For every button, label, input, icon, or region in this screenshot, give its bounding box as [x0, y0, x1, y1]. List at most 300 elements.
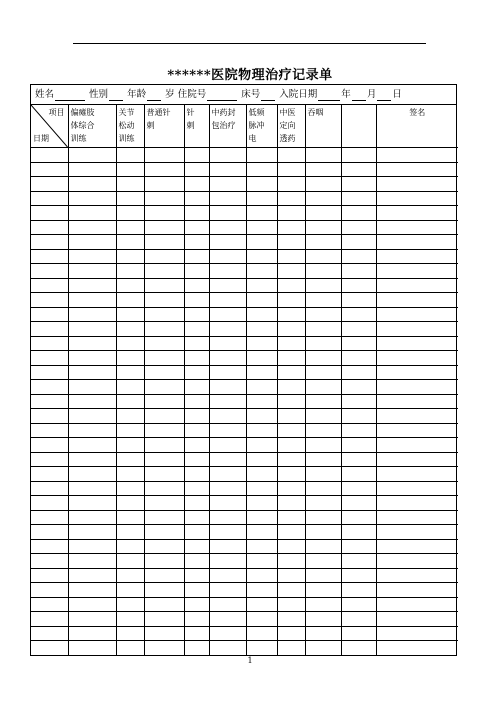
table-cell[interactable]	[31, 423, 68, 438]
table-cell[interactable]	[116, 322, 144, 337]
table-cell[interactable]	[305, 351, 341, 366]
table-cell[interactable]	[246, 278, 277, 293]
table-cell[interactable]	[184, 235, 209, 250]
table-cell[interactable]	[116, 626, 144, 641]
table-cell[interactable]	[144, 336, 184, 351]
table-cell[interactable]	[376, 626, 458, 641]
table-cell[interactable]	[144, 568, 184, 583]
table-cell[interactable]	[246, 583, 277, 598]
table-cell[interactable]	[144, 452, 184, 467]
table-cell[interactable]	[144, 583, 184, 598]
table-cell[interactable]	[116, 597, 144, 612]
table-cell[interactable]	[209, 336, 246, 351]
table-cell[interactable]	[246, 220, 277, 235]
table-cell[interactable]	[341, 148, 376, 163]
table-cell[interactable]	[376, 293, 458, 308]
table-cell[interactable]	[246, 235, 277, 250]
table-cell[interactable]	[209, 525, 246, 540]
table-cell[interactable]	[246, 525, 277, 540]
table-cell[interactable]	[144, 554, 184, 569]
table-cell[interactable]	[246, 539, 277, 554]
table-cell[interactable]	[376, 539, 458, 554]
table-cell[interactable]	[184, 249, 209, 264]
table-cell[interactable]	[144, 467, 184, 482]
table-cell[interactable]	[376, 496, 458, 511]
table-cell[interactable]	[246, 423, 277, 438]
table-cell[interactable]	[31, 626, 68, 641]
table-cell[interactable]	[68, 583, 116, 598]
table-cell[interactable]	[341, 307, 376, 322]
table-cell[interactable]	[144, 191, 184, 206]
table-cell[interactable]	[246, 191, 277, 206]
table-cell[interactable]	[246, 336, 277, 351]
table-cell[interactable]	[144, 510, 184, 525]
table-cell[interactable]	[116, 612, 144, 627]
table-cell[interactable]	[305, 206, 341, 221]
table-cell[interactable]	[376, 307, 458, 322]
table-cell[interactable]	[144, 249, 184, 264]
table-cell[interactable]	[68, 220, 116, 235]
table-cell[interactable]	[144, 612, 184, 627]
table-cell[interactable]	[341, 264, 376, 279]
table-cell[interactable]	[376, 423, 458, 438]
table-cell[interactable]	[209, 467, 246, 482]
table-cell[interactable]	[246, 510, 277, 525]
table-cell[interactable]	[68, 293, 116, 308]
table-cell[interactable]	[116, 554, 144, 569]
table-cell[interactable]	[246, 307, 277, 322]
table-cell[interactable]	[184, 452, 209, 467]
table-cell[interactable]	[144, 307, 184, 322]
table-cell[interactable]	[305, 626, 341, 641]
table-cell[interactable]	[246, 148, 277, 163]
table-cell[interactable]	[116, 162, 144, 177]
table-cell[interactable]	[376, 365, 458, 380]
table-cell[interactable]	[277, 568, 305, 583]
table-cell[interactable]	[246, 293, 277, 308]
table-cell[interactable]	[144, 351, 184, 366]
table-cell[interactable]	[341, 626, 376, 641]
table-cell[interactable]	[144, 162, 184, 177]
table-cell[interactable]	[209, 612, 246, 627]
table-cell[interactable]	[305, 220, 341, 235]
table-cell[interactable]	[341, 568, 376, 583]
age-field[interactable]	[147, 89, 161, 101]
table-cell[interactable]	[68, 148, 116, 163]
table-cell[interactable]	[209, 568, 246, 583]
table-cell[interactable]	[376, 177, 458, 192]
table-cell[interactable]	[341, 220, 376, 235]
table-cell[interactable]	[277, 626, 305, 641]
table-cell[interactable]	[116, 206, 144, 221]
table-cell[interactable]	[116, 583, 144, 598]
table-cell[interactable]	[209, 626, 246, 641]
table-cell[interactable]	[341, 554, 376, 569]
table-cell[interactable]	[184, 162, 209, 177]
table-cell[interactable]	[277, 220, 305, 235]
table-cell[interactable]	[116, 220, 144, 235]
table-cell[interactable]	[376, 568, 458, 583]
table-cell[interactable]	[209, 162, 246, 177]
table-cell[interactable]	[341, 597, 376, 612]
table-cell[interactable]	[144, 235, 184, 250]
table-cell[interactable]	[68, 467, 116, 482]
table-cell[interactable]	[277, 322, 305, 337]
table-cell[interactable]	[68, 568, 116, 583]
table-cell[interactable]	[305, 191, 341, 206]
table-cell[interactable]	[305, 148, 341, 163]
table-cell[interactable]	[305, 380, 341, 395]
table-cell[interactable]	[144, 177, 184, 192]
table-cell[interactable]	[277, 554, 305, 569]
admit-year-field[interactable]	[318, 89, 340, 101]
table-cell[interactable]	[341, 278, 376, 293]
table-cell[interactable]	[376, 380, 458, 395]
table-cell[interactable]	[341, 293, 376, 308]
table-cell[interactable]	[31, 365, 68, 380]
table-cell[interactable]	[277, 191, 305, 206]
table-cell[interactable]	[184, 539, 209, 554]
table-cell[interactable]	[341, 162, 376, 177]
table-cell[interactable]	[144, 365, 184, 380]
table-cell[interactable]	[277, 148, 305, 163]
table-cell[interactable]	[277, 496, 305, 511]
table-cell[interactable]	[184, 220, 209, 235]
table-cell[interactable]	[246, 597, 277, 612]
table-cell[interactable]	[116, 467, 144, 482]
table-cell[interactable]	[341, 351, 376, 366]
table-cell[interactable]	[116, 525, 144, 540]
table-cell[interactable]	[246, 612, 277, 627]
admit-day-field[interactable]	[377, 89, 391, 101]
table-cell[interactable]	[277, 423, 305, 438]
table-cell[interactable]	[116, 496, 144, 511]
table-cell[interactable]	[184, 380, 209, 395]
table-cell[interactable]	[376, 554, 458, 569]
bed-field[interactable]	[261, 89, 275, 101]
table-cell[interactable]	[184, 626, 209, 641]
table-cell[interactable]	[184, 612, 209, 627]
table-cell[interactable]	[68, 481, 116, 496]
table-cell[interactable]	[305, 264, 341, 279]
table-cell[interactable]	[31, 612, 68, 627]
table-cell[interactable]	[277, 510, 305, 525]
table-cell[interactable]	[209, 423, 246, 438]
table-cell[interactable]	[68, 452, 116, 467]
table-cell[interactable]	[305, 394, 341, 409]
table-cell[interactable]	[376, 597, 458, 612]
table-cell[interactable]	[184, 496, 209, 511]
table-cell[interactable]	[277, 380, 305, 395]
table-cell[interactable]	[341, 394, 376, 409]
admit-month-field[interactable]	[352, 89, 366, 101]
table-cell[interactable]	[144, 539, 184, 554]
table-cell[interactable]	[209, 539, 246, 554]
table-cell[interactable]	[144, 626, 184, 641]
table-cell[interactable]	[116, 293, 144, 308]
table-cell[interactable]	[31, 467, 68, 482]
table-cell[interactable]	[184, 568, 209, 583]
table-cell[interactable]	[184, 583, 209, 598]
table-cell[interactable]	[277, 481, 305, 496]
table-cell[interactable]	[341, 206, 376, 221]
table-cell[interactable]	[277, 467, 305, 482]
table-cell[interactable]	[277, 525, 305, 540]
table-cell[interactable]	[209, 307, 246, 322]
table-cell[interactable]	[341, 336, 376, 351]
table-cell[interactable]	[305, 336, 341, 351]
table-cell[interactable]	[209, 264, 246, 279]
table-cell[interactable]	[184, 525, 209, 540]
table-cell[interactable]	[376, 510, 458, 525]
table-cell[interactable]	[68, 351, 116, 366]
table-cell[interactable]	[184, 191, 209, 206]
table-cell[interactable]	[209, 394, 246, 409]
table-cell[interactable]	[246, 481, 277, 496]
table-cell[interactable]	[68, 235, 116, 250]
table-cell[interactable]	[209, 554, 246, 569]
table-cell[interactable]	[68, 394, 116, 409]
table-cell[interactable]	[184, 423, 209, 438]
table-cell[interactable]	[376, 264, 458, 279]
table-cell[interactable]	[305, 307, 341, 322]
table-cell[interactable]	[144, 220, 184, 235]
table-cell[interactable]	[246, 351, 277, 366]
table-cell[interactable]	[277, 583, 305, 598]
table-cell[interactable]	[184, 394, 209, 409]
table-cell[interactable]	[184, 177, 209, 192]
table-cell[interactable]	[246, 365, 277, 380]
table-cell[interactable]	[184, 481, 209, 496]
table-cell[interactable]	[144, 264, 184, 279]
table-cell[interactable]	[209, 235, 246, 250]
table-cell[interactable]	[376, 351, 458, 366]
table-cell[interactable]	[209, 351, 246, 366]
table-cell[interactable]	[116, 568, 144, 583]
table-cell[interactable]	[305, 641, 341, 655]
table-cell[interactable]	[246, 467, 277, 482]
table-cell[interactable]	[277, 365, 305, 380]
table-cell[interactable]	[31, 597, 68, 612]
table-cell[interactable]	[209, 641, 246, 655]
table-cell[interactable]	[68, 438, 116, 453]
table-cell[interactable]	[305, 597, 341, 612]
table-cell[interactable]	[68, 249, 116, 264]
table-cell[interactable]	[116, 148, 144, 163]
table-cell[interactable]	[376, 249, 458, 264]
table-cell[interactable]	[209, 206, 246, 221]
table-cell[interactable]	[184, 409, 209, 424]
table-cell[interactable]	[144, 438, 184, 453]
table-cell[interactable]	[277, 409, 305, 424]
table-cell[interactable]	[209, 481, 246, 496]
table-cell[interactable]	[341, 423, 376, 438]
table-cell[interactable]	[31, 177, 68, 192]
table-cell[interactable]	[68, 206, 116, 221]
table-cell[interactable]	[305, 525, 341, 540]
table-cell[interactable]	[277, 206, 305, 221]
table-cell[interactable]	[376, 438, 458, 453]
table-cell[interactable]	[277, 597, 305, 612]
table-cell[interactable]	[246, 394, 277, 409]
table-cell[interactable]	[341, 191, 376, 206]
table-cell[interactable]	[209, 510, 246, 525]
table-cell[interactable]	[31, 191, 68, 206]
table-cell[interactable]	[246, 322, 277, 337]
table-cell[interactable]	[376, 583, 458, 598]
table-cell[interactable]	[31, 322, 68, 337]
table-cell[interactable]	[341, 510, 376, 525]
table-cell[interactable]	[184, 336, 209, 351]
table-cell[interactable]	[209, 597, 246, 612]
table-cell[interactable]	[277, 452, 305, 467]
table-cell[interactable]	[376, 612, 458, 627]
table-cell[interactable]	[376, 322, 458, 337]
table-cell[interactable]	[376, 409, 458, 424]
table-cell[interactable]	[376, 162, 458, 177]
table-cell[interactable]	[31, 568, 68, 583]
table-cell[interactable]	[246, 249, 277, 264]
table-cell[interactable]	[144, 148, 184, 163]
table-cell[interactable]	[305, 554, 341, 569]
name-field[interactable]	[55, 89, 85, 101]
table-cell[interactable]	[144, 278, 184, 293]
table-cell[interactable]	[246, 641, 277, 655]
table-cell[interactable]	[277, 278, 305, 293]
table-cell[interactable]	[31, 336, 68, 351]
table-cell[interactable]	[277, 612, 305, 627]
table-cell[interactable]	[305, 583, 341, 598]
table-cell[interactable]	[31, 554, 68, 569]
table-cell[interactable]	[277, 394, 305, 409]
table-cell[interactable]	[277, 336, 305, 351]
table-cell[interactable]	[184, 307, 209, 322]
table-cell[interactable]	[184, 510, 209, 525]
table-cell[interactable]	[376, 467, 458, 482]
table-cell[interactable]	[341, 438, 376, 453]
table-cell[interactable]	[31, 307, 68, 322]
table-cell[interactable]	[68, 191, 116, 206]
table-cell[interactable]	[116, 191, 144, 206]
table-cell[interactable]	[116, 394, 144, 409]
table-cell[interactable]	[144, 380, 184, 395]
table-cell[interactable]	[144, 481, 184, 496]
table-cell[interactable]	[31, 206, 68, 221]
table-cell[interactable]	[31, 264, 68, 279]
table-cell[interactable]	[341, 380, 376, 395]
table-cell[interactable]	[184, 554, 209, 569]
table-cell[interactable]	[376, 394, 458, 409]
table-cell[interactable]	[68, 525, 116, 540]
table-cell[interactable]	[376, 452, 458, 467]
table-cell[interactable]	[341, 452, 376, 467]
table-cell[interactable]	[31, 293, 68, 308]
table-cell[interactable]	[246, 568, 277, 583]
table-cell[interactable]	[209, 365, 246, 380]
table-cell[interactable]	[305, 423, 341, 438]
table-cell[interactable]	[209, 293, 246, 308]
table-cell[interactable]	[31, 525, 68, 540]
table-cell[interactable]	[209, 220, 246, 235]
table-cell[interactable]	[68, 380, 116, 395]
table-cell[interactable]	[144, 293, 184, 308]
table-cell[interactable]	[209, 452, 246, 467]
table-cell[interactable]	[305, 452, 341, 467]
table-cell[interactable]	[116, 365, 144, 380]
table-cell[interactable]	[184, 438, 209, 453]
table-cell[interactable]	[246, 264, 277, 279]
table-cell[interactable]	[277, 351, 305, 366]
table-cell[interactable]	[376, 206, 458, 221]
table-cell[interactable]	[209, 177, 246, 192]
table-cell[interactable]	[68, 626, 116, 641]
table-cell[interactable]	[31, 148, 68, 163]
table-cell[interactable]	[246, 496, 277, 511]
table-cell[interactable]	[68, 264, 116, 279]
table-cell[interactable]	[341, 365, 376, 380]
table-cell[interactable]	[277, 162, 305, 177]
table-cell[interactable]	[184, 467, 209, 482]
table-cell[interactable]	[246, 177, 277, 192]
table-cell[interactable]	[68, 554, 116, 569]
table-cell[interactable]	[144, 496, 184, 511]
table-cell[interactable]	[68, 177, 116, 192]
table-cell[interactable]	[68, 336, 116, 351]
table-cell[interactable]	[116, 249, 144, 264]
table-cell[interactable]	[277, 249, 305, 264]
table-cell[interactable]	[305, 539, 341, 554]
table-cell[interactable]	[209, 438, 246, 453]
table-cell[interactable]	[68, 612, 116, 627]
table-cell[interactable]	[341, 612, 376, 627]
table-cell[interactable]	[144, 641, 184, 655]
table-cell[interactable]	[305, 409, 341, 424]
table-cell[interactable]	[277, 641, 305, 655]
table-cell[interactable]	[341, 177, 376, 192]
table-cell[interactable]	[31, 539, 68, 554]
table-cell[interactable]	[68, 365, 116, 380]
table-cell[interactable]	[68, 641, 116, 655]
table-cell[interactable]	[341, 583, 376, 598]
table-cell[interactable]	[31, 235, 68, 250]
table-cell[interactable]	[31, 162, 68, 177]
table-cell[interactable]	[116, 278, 144, 293]
table-cell[interactable]	[68, 307, 116, 322]
table-cell[interactable]	[68, 496, 116, 511]
table-cell[interactable]	[31, 380, 68, 395]
table-cell[interactable]	[116, 351, 144, 366]
table-cell[interactable]	[116, 380, 144, 395]
table-cell[interactable]	[184, 206, 209, 221]
table-cell[interactable]	[209, 496, 246, 511]
table-cell[interactable]	[246, 409, 277, 424]
table-cell[interactable]	[246, 438, 277, 453]
table-cell[interactable]	[209, 322, 246, 337]
table-cell[interactable]	[116, 452, 144, 467]
table-cell[interactable]	[116, 641, 144, 655]
table-cell[interactable]	[31, 394, 68, 409]
table-cell[interactable]	[376, 191, 458, 206]
table-cell[interactable]	[68, 278, 116, 293]
table-cell[interactable]	[184, 293, 209, 308]
table-cell[interactable]	[68, 539, 116, 554]
table-cell[interactable]	[31, 481, 68, 496]
table-cell[interactable]	[209, 380, 246, 395]
table-cell[interactable]	[341, 249, 376, 264]
table-cell[interactable]	[184, 278, 209, 293]
table-cell[interactable]	[246, 380, 277, 395]
table-cell[interactable]	[116, 423, 144, 438]
